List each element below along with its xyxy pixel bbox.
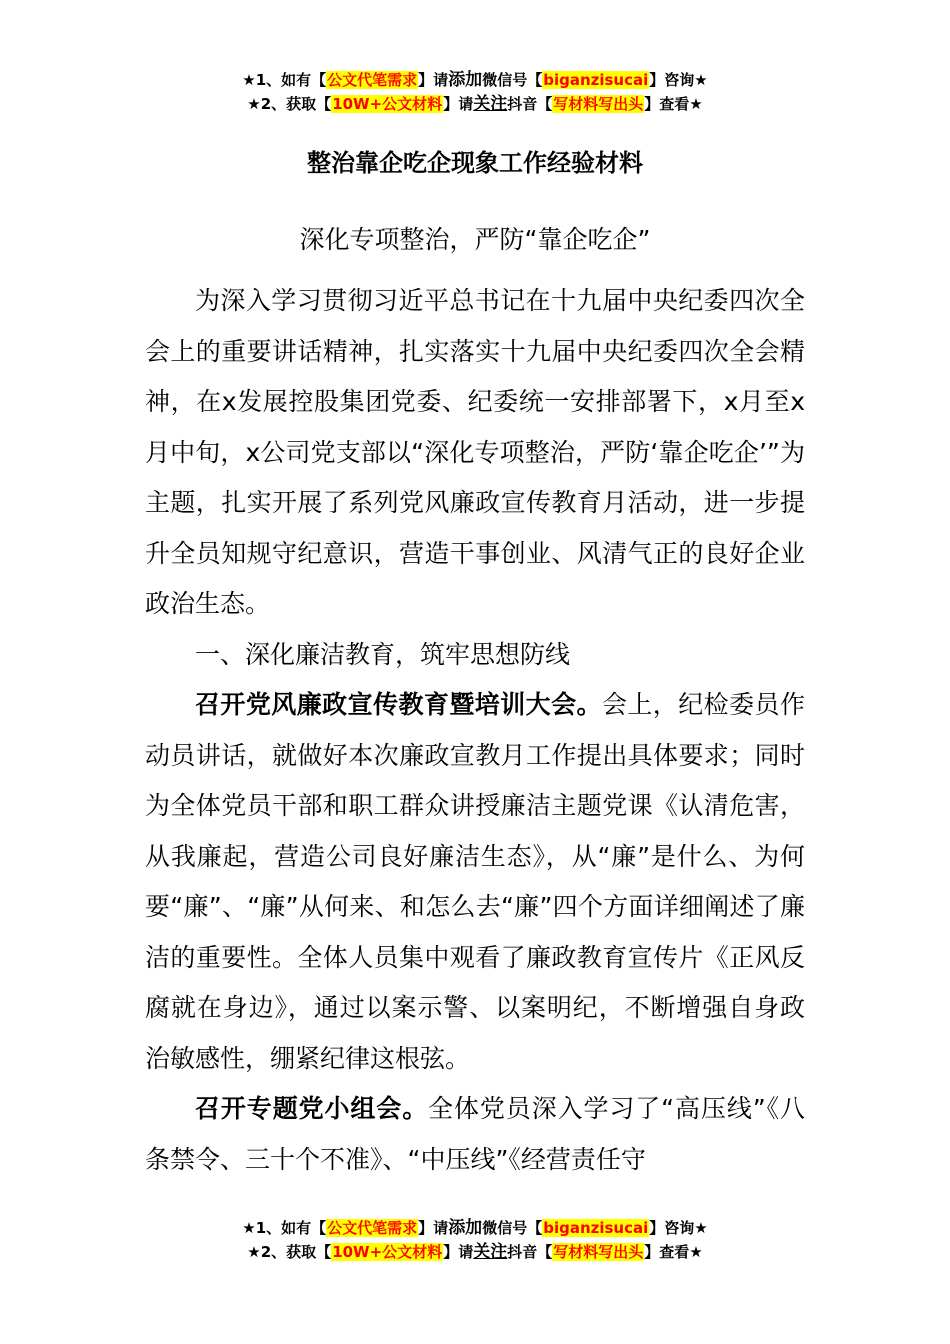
document-title: 整治靠企吃企现象工作经验材料	[307, 149, 643, 177]
banner-text: ★2、获取【	[247, 1243, 332, 1261]
banner-line-1	[0, 1216, 950, 1240]
banner-text: 】咨询★	[649, 1219, 708, 1237]
banner-text: 】请	[443, 1243, 474, 1261]
banner-highlight: 10W+公文材料	[332, 95, 443, 113]
banner-text: 】查看★	[644, 1243, 703, 1261]
paragraph-intro: 为深入学习贯彻习近平总书记在十九届中央纪委四次全会上的重要讲话精神，扎实落实十九届中央纪委四次全会精神，在x发展控股集团党委、纪委统一安排部署下，x月至x月中旬，x公司党支部以“深化专项整治，严防‘靠企吃企’”为主题，扎实开展了系列党风廉政宣传教育月活动，进一步提升全员知规守纪意识，营造干事创业、风清气正的良好企业政治生态。	[145, 286, 805, 618]
paragraph-lead: 召开党风廉政宣传教育暨培训大会。	[195, 690, 602, 719]
paragraph-lead: 召开专题党小组会。	[195, 1094, 429, 1123]
banner-douyin-id: 写材料写出头	[553, 95, 644, 113]
banner-text: 】请	[418, 71, 449, 89]
banner-emphasis: 关注	[473, 94, 508, 114]
banner-highlight: 公文代笔需求	[327, 1219, 418, 1237]
banner-highlight: 公文代笔需求	[327, 71, 418, 89]
paragraph-text: 会上，纪检委员作动员讲话，就做好本次廉政宣教月工作提出具体要求；同时为全体党员干部和职工群众讲授廉洁主题党课《认清危害，从我廉起，营造公司良好廉洁生态》，从“廉”是什么、为何要“廉”、“廉”从何来、和怎么去“廉”四个方面详细阐述了廉洁的重要性。全体人员集中观看了廉政教育宣传片《正风反腐就在身边》，通过以案示警、以案明纪，不断增强自身政治敏感性，绷紧纪律这根弦。	[145, 690, 805, 1073]
document-body	[145, 276, 805, 1185]
banner-text: ★1、如有【	[242, 1219, 327, 1237]
banner-emphasis: 关注	[473, 1242, 508, 1262]
banner-text: 微信号【	[482, 1219, 543, 1237]
banner-text: 】咨询★	[649, 71, 708, 89]
banner-text: 】请	[443, 95, 474, 113]
banner-text: ★1、如有【	[242, 71, 327, 89]
banner-text: 微信号【	[482, 71, 543, 89]
paragraph-text: 全体党员深入学习了“高压线”《八条禁令、三十个不准》、“中压线”《经营责任守	[145, 1094, 805, 1174]
banner-text: 抖音【	[507, 1243, 553, 1261]
banner-text: 】请	[418, 1219, 449, 1237]
paragraph-party-group	[145, 1084, 805, 1185]
banner-text: 抖音【	[507, 95, 553, 113]
section-heading: 一、深化廉洁教育，筑牢思想防线	[195, 639, 571, 669]
banner-wechat-id: biganzisucai	[543, 1219, 649, 1237]
banner-text: ★2、获取【	[247, 95, 332, 113]
banner-line-2	[0, 1240, 950, 1264]
banner-line-2	[0, 92, 950, 116]
document-subtitle: 深化专项整治，严防“靠企吃企”	[299, 225, 651, 254]
banner-emphasis: 添加	[448, 1218, 483, 1238]
footer-banner	[0, 1216, 950, 1264]
banner-text: 】查看★	[644, 95, 703, 113]
header-banner	[0, 68, 950, 116]
paragraph-training	[145, 680, 805, 1084]
banner-highlight: 10W+公文材料	[332, 1243, 443, 1261]
banner-emphasis: 添加	[448, 70, 483, 90]
banner-line-1	[0, 68, 950, 92]
banner-wechat-id: biganzisucai	[543, 71, 649, 89]
banner-douyin-id: 写材料写出头	[553, 1243, 644, 1261]
